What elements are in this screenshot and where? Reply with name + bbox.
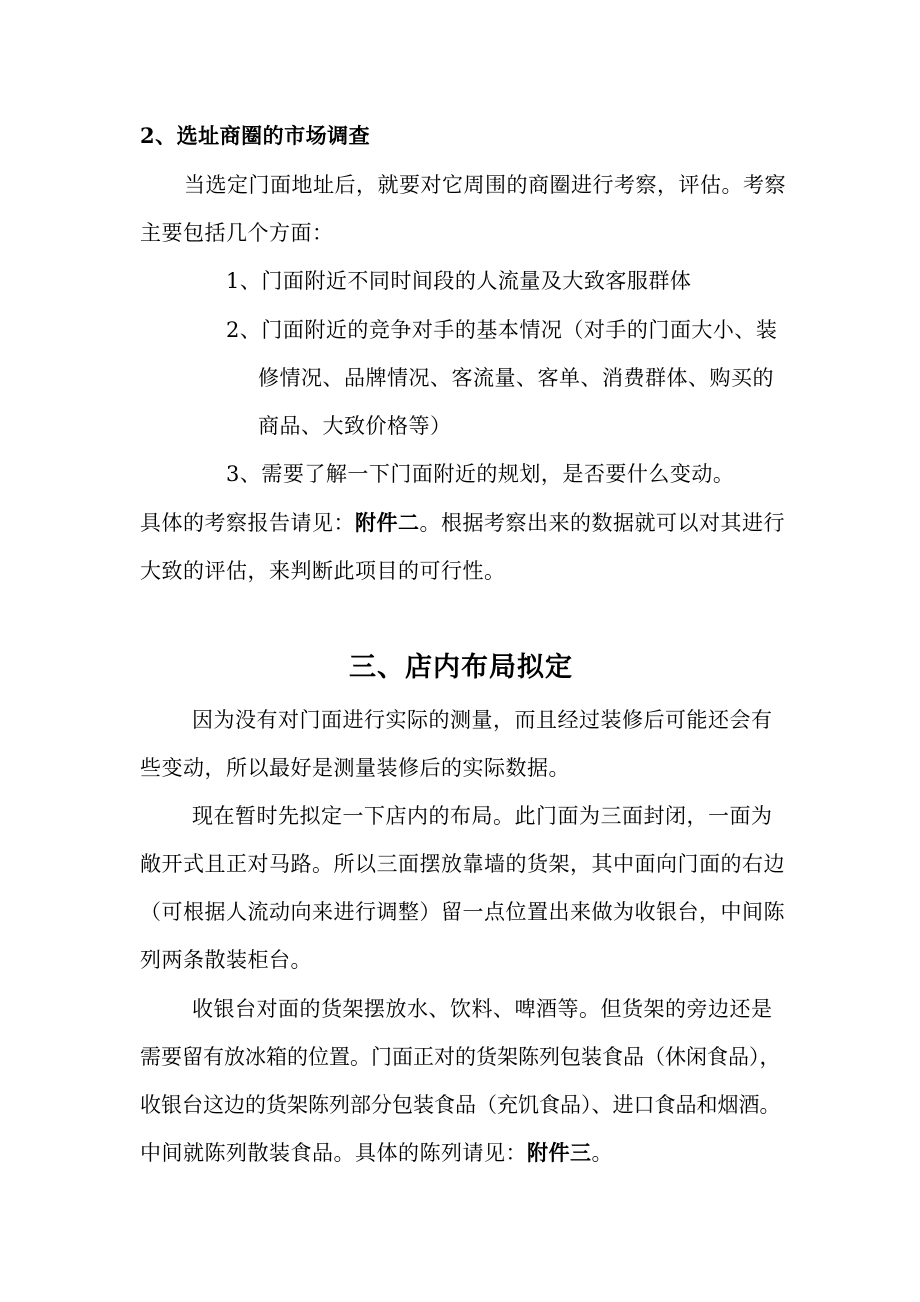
list-item-2-line-2: 修情况、品牌情况、客流量、客单、消费群体、购买的 (258, 366, 774, 390)
attachment-2-reference: 附件二 (355, 510, 420, 535)
display-suffix: 。 (591, 1141, 613, 1165)
list-item-1: 1、门面附近不同时间段的人流量及大致客服群体 (226, 269, 692, 293)
layout-paragraph-1-line-1: 因为没有对门面进行实际的测量，而且经过装修后可能还会有 (192, 708, 773, 732)
list-item-3: 3、需要了解一下门面附近的规划，是否要什么变动。 (226, 462, 735, 486)
intro-paragraph-line-2: 主要包括几个方面： (140, 221, 334, 245)
layout-paragraph-2-line-3: （可根据人流动向来进行调整）留一点位置出来做为收银台，中间陈 (140, 900, 785, 924)
layout-paragraph-2-line-4: 列两条散装柜台。 (140, 948, 312, 972)
section-heading-market-survey: 2、选址商圈的市场调查 (140, 123, 371, 148)
section-heading-store-layout: 三、店内布局拟定 (349, 652, 573, 683)
layout-paragraph-3-line-3: 收银台这边的货架陈列部分包装食品（充饥食品）、进口食品和烟酒。 (140, 1093, 781, 1117)
list-item-2-line-3: 商品、大致价格等） (258, 414, 452, 438)
layout-paragraph-1-line-2: 些变动，所以最好是测量装修后的实际数据。 (140, 756, 570, 780)
report-prefix: 具体的考察报告请见： (140, 511, 355, 535)
layout-paragraph-3-line-2: 需要留有放冰箱的位置。门面正对的货架陈列包装食品（休闲食品）， (140, 1045, 781, 1069)
report-paragraph-line-1 (140, 508, 785, 538)
intro-paragraph-line-1: 当选定门面地址后，就要对它周围的商圈进行考察，评估。考察 (184, 173, 786, 197)
list-item-2-line-1: 2、门面附近的竞争对手的基本情况（对手的门面大小、装 (226, 318, 778, 342)
layout-paragraph-2-line-1: 现在暂时先拟定一下店内的布局。此门面为三面封闭，一面为 (192, 804, 773, 828)
report-paragraph-line-2: 大致的评估，来判断此项目的可行性。 (140, 559, 506, 583)
report-suffix: 。根据考察出来的数据就可以对其进行 (419, 511, 785, 535)
layout-paragraph-3-line-4 (140, 1138, 613, 1168)
display-prefix: 中间就陈列散装食品。具体的陈列请见： (140, 1141, 527, 1165)
attachment-3-reference: 附件三 (527, 1140, 592, 1165)
layout-paragraph-3-line-1: 收银台对面的货架摆放水、饮料、啤酒等。但货架的旁边还是 (192, 997, 773, 1021)
layout-paragraph-2-line-2: 敞开式且正对马路。所以三面摆放靠墙的货架，其中面向门面的右边 (140, 852, 785, 876)
